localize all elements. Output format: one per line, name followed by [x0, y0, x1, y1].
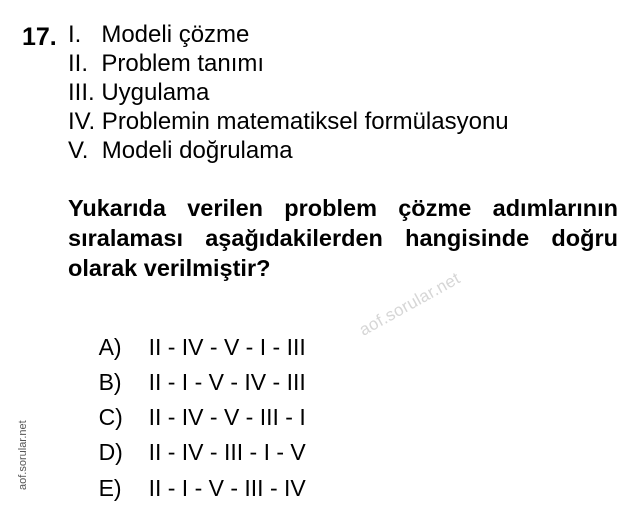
question-stem: Yukarıda verilen problem çözme adımlarının sıralaması aşağıdakilerden hangisinde doğru olarak verilmiştir? [68, 195, 618, 281]
watermark-side: aof.sorular.net [17, 420, 29, 490]
option-letter: C) [98, 404, 123, 430]
question-number: 17. [22, 23, 57, 51]
option-text: II - IV - V - III - I [148, 404, 306, 430]
statement-item: III. Uygulama [68, 79, 210, 106]
statement-item: V. Modeli doğrulama [68, 137, 293, 164]
option-letter: E) [98, 475, 122, 501]
statement-item: IV. Problemin matematiksel formülasyonu [68, 108, 509, 135]
option-letter: A) [98, 334, 122, 360]
statement-list [0, 0, 641, 170]
statement-item: I. Modeli çözme [68, 21, 250, 48]
statement-item: II. Problem tanımı [68, 50, 265, 77]
option-text: II - IV - V - I - III [148, 334, 306, 360]
option-e[interactable] [73, 446, 306, 530]
option-text: II - I - V - III - IV [148, 475, 306, 501]
watermark-center: aof.sorular.net [356, 268, 464, 340]
option-text: II - IV - III - I - V [148, 439, 306, 465]
option-letter: D) [98, 439, 123, 465]
option-text: II - I - V - IV - III [148, 369, 306, 395]
option-letter: B) [98, 369, 122, 395]
